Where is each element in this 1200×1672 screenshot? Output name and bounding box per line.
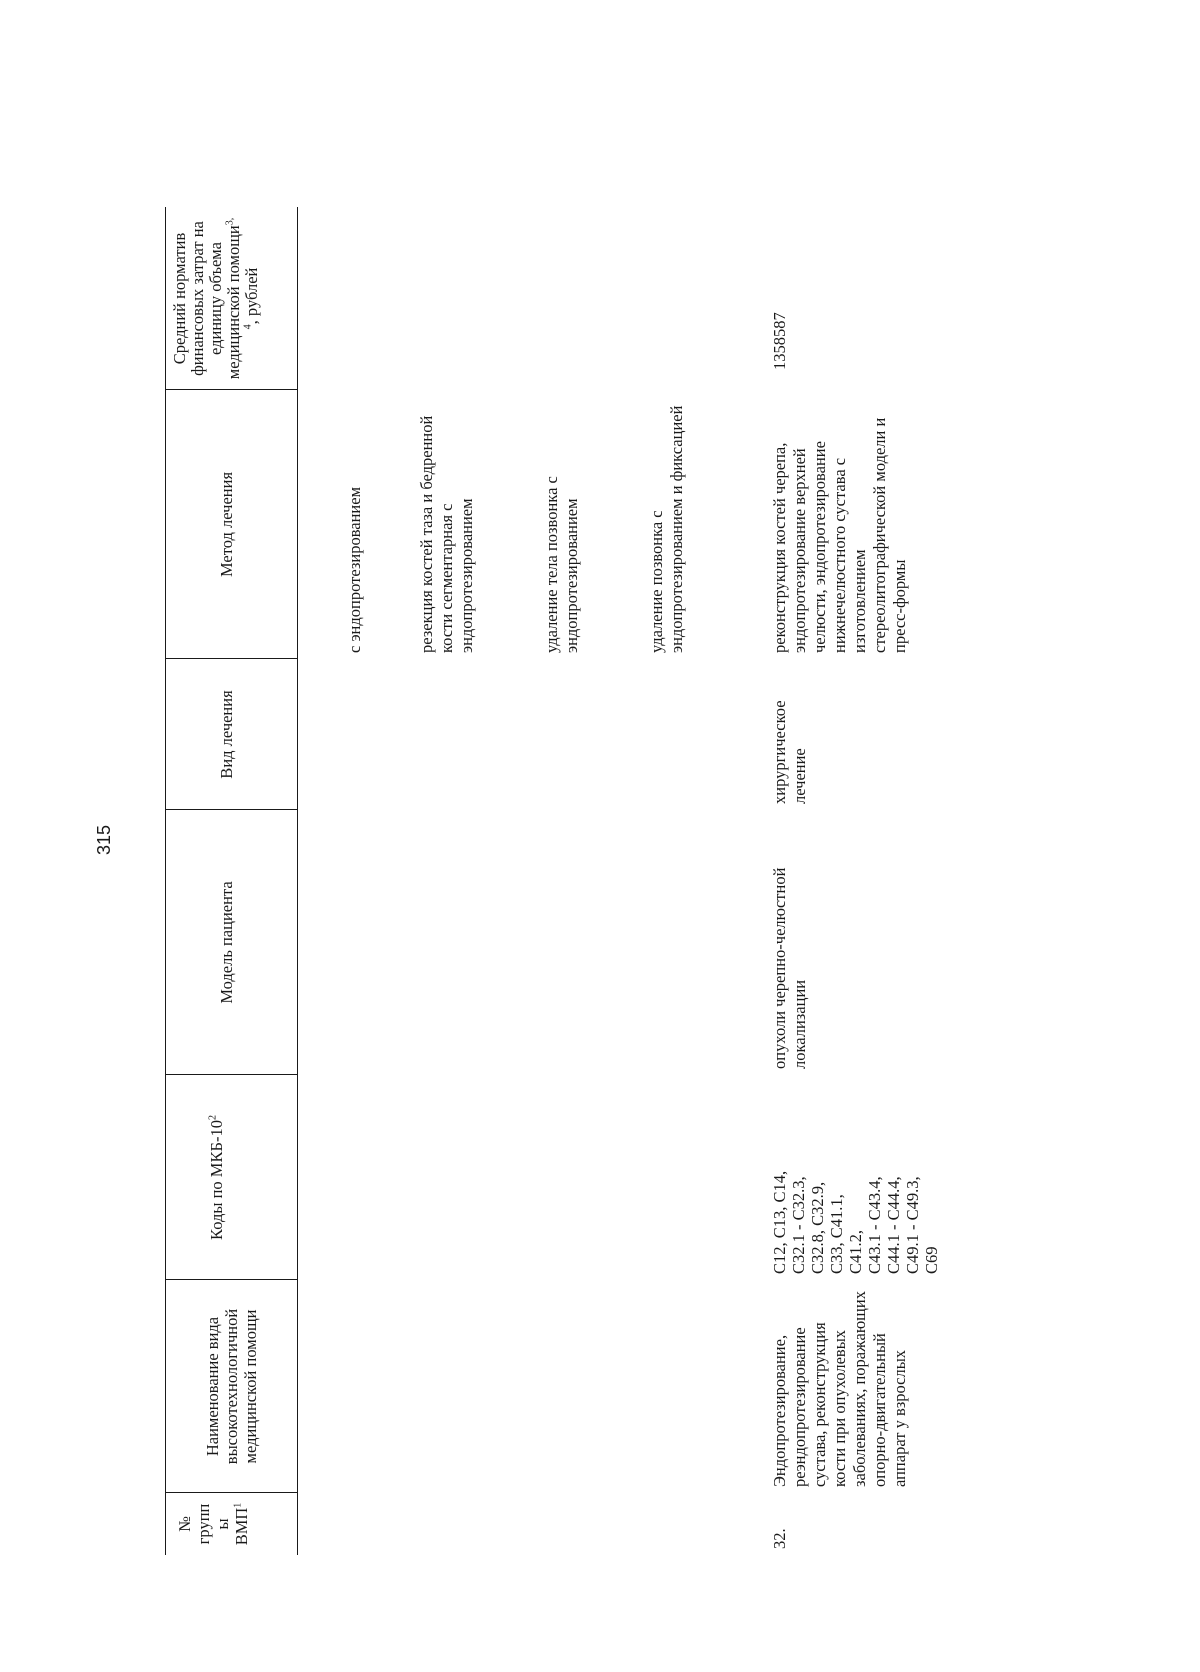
row-number-text: 32. — [770, 1528, 789, 1549]
method-continuation-4 — [645, 390, 689, 659]
header-treatment-method-text: Метод лечения — [217, 471, 236, 578]
row-code-line-9: C69 — [922, 1246, 941, 1274]
header-cost-norm-text: Средний норматив финансовых затрат на единицу объема медицинской помощи — [170, 221, 243, 380]
header-num-group-line-2: групп — [194, 1503, 213, 1545]
header-num-group-line-3: ы — [213, 1518, 232, 1530]
header-cost-norm-sup: 3, 4 — [224, 217, 254, 330]
method-continuation-3 — [540, 390, 584, 659]
header-num-group-line-4: ВМП — [232, 1507, 251, 1546]
row-name-vmp — [768, 1278, 912, 1493]
header-name-vmp — [173, 1280, 293, 1493]
method-continuation-1-text: с эндопротезированием — [345, 486, 364, 653]
method-continuation-3-text: удаление тела позвонка с эндопротезированием — [542, 476, 581, 653]
method-continuation-1 — [343, 390, 367, 659]
row-code-line-1: C12, C13, C14, — [770, 1170, 789, 1274]
row-code-line-2: C32.1 - C32.3, — [789, 1176, 808, 1274]
row-treatment-type-text: хирургическое лечение — [770, 700, 809, 804]
header-bottom-border — [297, 207, 298, 1555]
row-treatment-method-text: реконструкция костей черепа, эндопротезирование верхней челюсти, эндопротезирование нижнечелюстного сустава с изготовлением стереолитографической модели и пресс-формы — [770, 417, 909, 653]
header-cost-norm-suffix: , рублей — [242, 267, 261, 325]
header-treatment-type — [173, 659, 293, 810]
row-code-line-3: C32.8, C32.9, — [808, 1181, 827, 1274]
row-number — [768, 1493, 792, 1555]
header-num-group — [173, 1493, 293, 1555]
header-cost-norm — [169, 207, 295, 390]
header-num-group-sup: 1 — [232, 1502, 244, 1508]
method-continuation-4-text: удаление позвонка с эндопротезированием и фиксацией — [647, 405, 686, 653]
method-continuation-2-text: резекция костей таза и бедренной кости сегментарная с эндопротезированием — [417, 415, 476, 653]
row-code-line-4: C33, C41.1, — [827, 1194, 846, 1274]
page-number: 315 — [94, 824, 114, 856]
row-cost — [768, 207, 792, 390]
header-num-group-line-1: № — [175, 1516, 194, 1532]
row-patient-model — [768, 810, 812, 1075]
header-patient-model-text: Модель пациента — [217, 881, 236, 1004]
row-treatment-method — [768, 390, 912, 659]
row-treatment-type — [768, 659, 812, 810]
header-mkb-codes-text: Коды по МКБ-10 — [207, 1120, 226, 1240]
table-top-border — [165, 207, 166, 1555]
header-mkb-codes — [173, 1075, 293, 1280]
row-mkb-codes — [768, 1075, 943, 1280]
row-name-vmp-text: Эндопротезирование, реэндопротезирование сустава, реконструкция кости при опухолевых заболеваниях, поражающих опорно-двигательный аппарат у взрослых — [770, 1291, 909, 1487]
row-code-line-8: C49.1 - C49.3, — [903, 1176, 922, 1274]
header-mkb-codes-sup: 2 — [207, 1115, 219, 1121]
row-patient-model-text: опухоли черепно-челюстной локализации — [770, 867, 809, 1069]
method-continuation-2 — [415, 390, 479, 659]
row-code-line-6: C43.1 - C43.4, — [865, 1176, 884, 1274]
row-code-line-5: C41.2, — [846, 1229, 865, 1274]
table — [165, 115, 1185, 1555]
header-name-vmp-text: Наименование вида высокотехнологичной медицинской помощи — [203, 1308, 260, 1465]
header-treatment-type-text: Вид лечения — [217, 690, 236, 779]
row-code-line-7: C44.1 - C44.4, — [884, 1176, 903, 1274]
row-cost-text: 1358587 — [770, 312, 789, 370]
header-patient-model — [173, 810, 293, 1075]
header-treatment-method — [173, 390, 293, 659]
